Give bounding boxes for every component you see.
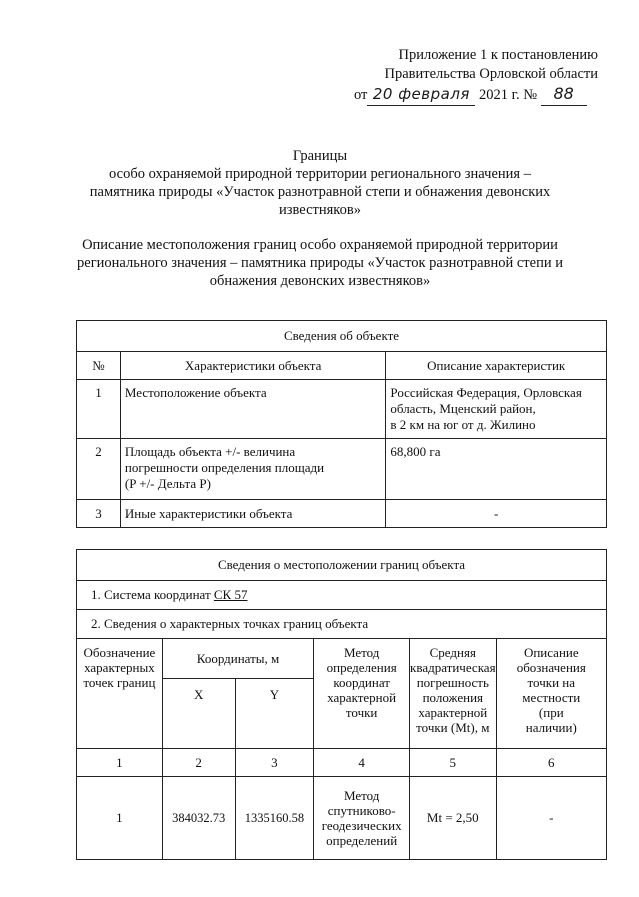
method-text: геодезических [321,818,402,833]
table-row [77,380,607,439]
method-text: спутниково- [327,803,396,818]
column-numbers-row [77,749,607,777]
col-number-header: № [77,352,121,380]
title-line-2: особо охраняемой природной территории регионального значения – [109,166,531,182]
mean-error-header [410,639,497,749]
object-info-caption: Сведения об объекте [77,321,607,352]
government-line: Правительства Орловской области [384,66,598,82]
header-text: положения [422,690,484,705]
location-line-3: в 2 км на юг от д. Жилино [390,417,536,432]
method-text: Метод [343,788,380,803]
header-text: точек границ [83,675,156,690]
header-text: характерной [418,705,488,720]
point-method [314,777,410,860]
title-line-4: известняков» [279,202,361,218]
document-title [40,147,600,219]
point-x: 384032.73 [162,777,235,860]
coordinates-header: Координаты, м [162,639,313,679]
boundary-location-table [76,549,607,860]
appendix-line: Приложение 1 к постановлению [398,47,598,63]
row-description [386,380,607,439]
method-text: определений [326,833,398,848]
title-line-1: Границы [292,148,348,164]
col-number: 6 [496,749,606,777]
header-text: Описание [523,645,579,660]
row-description: 68,800 га [386,439,607,500]
handwritten-date: 20 февраля [367,85,475,106]
date-prefix: от [354,87,368,103]
table-row [77,500,607,528]
header-text: (при [538,705,564,720]
col-number: 2 [162,749,235,777]
header-text: точки [345,705,378,720]
row-characteristic [120,439,386,500]
col-number: 3 [235,749,314,777]
coordinate-system-value: СК 57 [213,587,248,602]
decree-year: 2021 г. № [479,87,538,103]
subtitle-line-1: Описание местоположения границ особо охраняемой природной территории [82,237,558,253]
header-text: Средняя [429,645,476,660]
row-number: 2 [77,439,121,500]
point-id: 1 [77,777,163,860]
location-line-1: Российская Федерация, Орловская [390,385,582,400]
header-text: точки (Mt), м [416,720,490,735]
header-text: погрешность [416,675,489,690]
decree-date-line [354,84,604,106]
coordinate-system-row [77,581,607,610]
point-y: 1335160.58 [235,777,314,860]
method-header [314,639,410,749]
header-text: определения [326,660,397,675]
header-text: характерной [327,690,397,705]
point-description: - [496,777,606,860]
x-header: X [162,679,235,749]
row-number: 1 [77,380,121,439]
header-text: обозначения [516,660,586,675]
header-text: местности [522,690,581,705]
object-info-table [76,320,607,528]
row-description: - [386,500,607,528]
document-subtitle [40,236,600,290]
table-row [77,439,607,500]
subtitle-line-2: регионального значения – памятника природы «Участок разнотравной степи и [77,255,563,271]
col-characteristic-header: Характеристики объекта [120,352,386,380]
area-line-1: Площадь объекта +/- величина [124,444,296,459]
table-row [77,777,607,860]
col-number: 5 [410,749,497,777]
handwritten-number: 88 [541,84,587,106]
header-text: Метод [343,645,380,660]
row-characteristic: Иные характеристики объекта [120,500,386,528]
row-characteristic: Местоположение объекта [120,380,386,439]
subtitle-line-3: обнажения девонских известняков» [209,273,431,289]
title-line-3: памятника природы «Участок разнотравной степи и обнажения девонских [89,184,551,200]
header-text: точки на [527,675,576,690]
y-header: Y [235,679,314,749]
col-description-header: Описание характеристик [386,352,607,380]
characteristic-points-row: 2. Сведения о характерных точках границ объекта [77,610,607,639]
boundary-caption: Сведения о местоположении границ объекта [77,550,607,581]
location-line-2: область, Мценский район, [390,401,536,416]
header-text: характерных [84,660,155,675]
col-number: 1 [77,749,163,777]
area-line-3: (P +/- Дельта P) [124,476,211,491]
header-text: координат [333,675,390,690]
point-designation-header [77,639,163,749]
coordinate-system-label: 1. Система координат [91,587,214,602]
area-line-2: погрешности определения площади [124,460,325,475]
header-text: наличии) [525,720,577,735]
col-number: 4 [314,749,410,777]
row-number: 3 [77,500,121,528]
header-text: Обозначение [83,645,156,660]
header-text: квадратическая [410,660,496,675]
point-description-header [496,639,606,749]
point-mt: Mt = 2,50 [410,777,497,860]
